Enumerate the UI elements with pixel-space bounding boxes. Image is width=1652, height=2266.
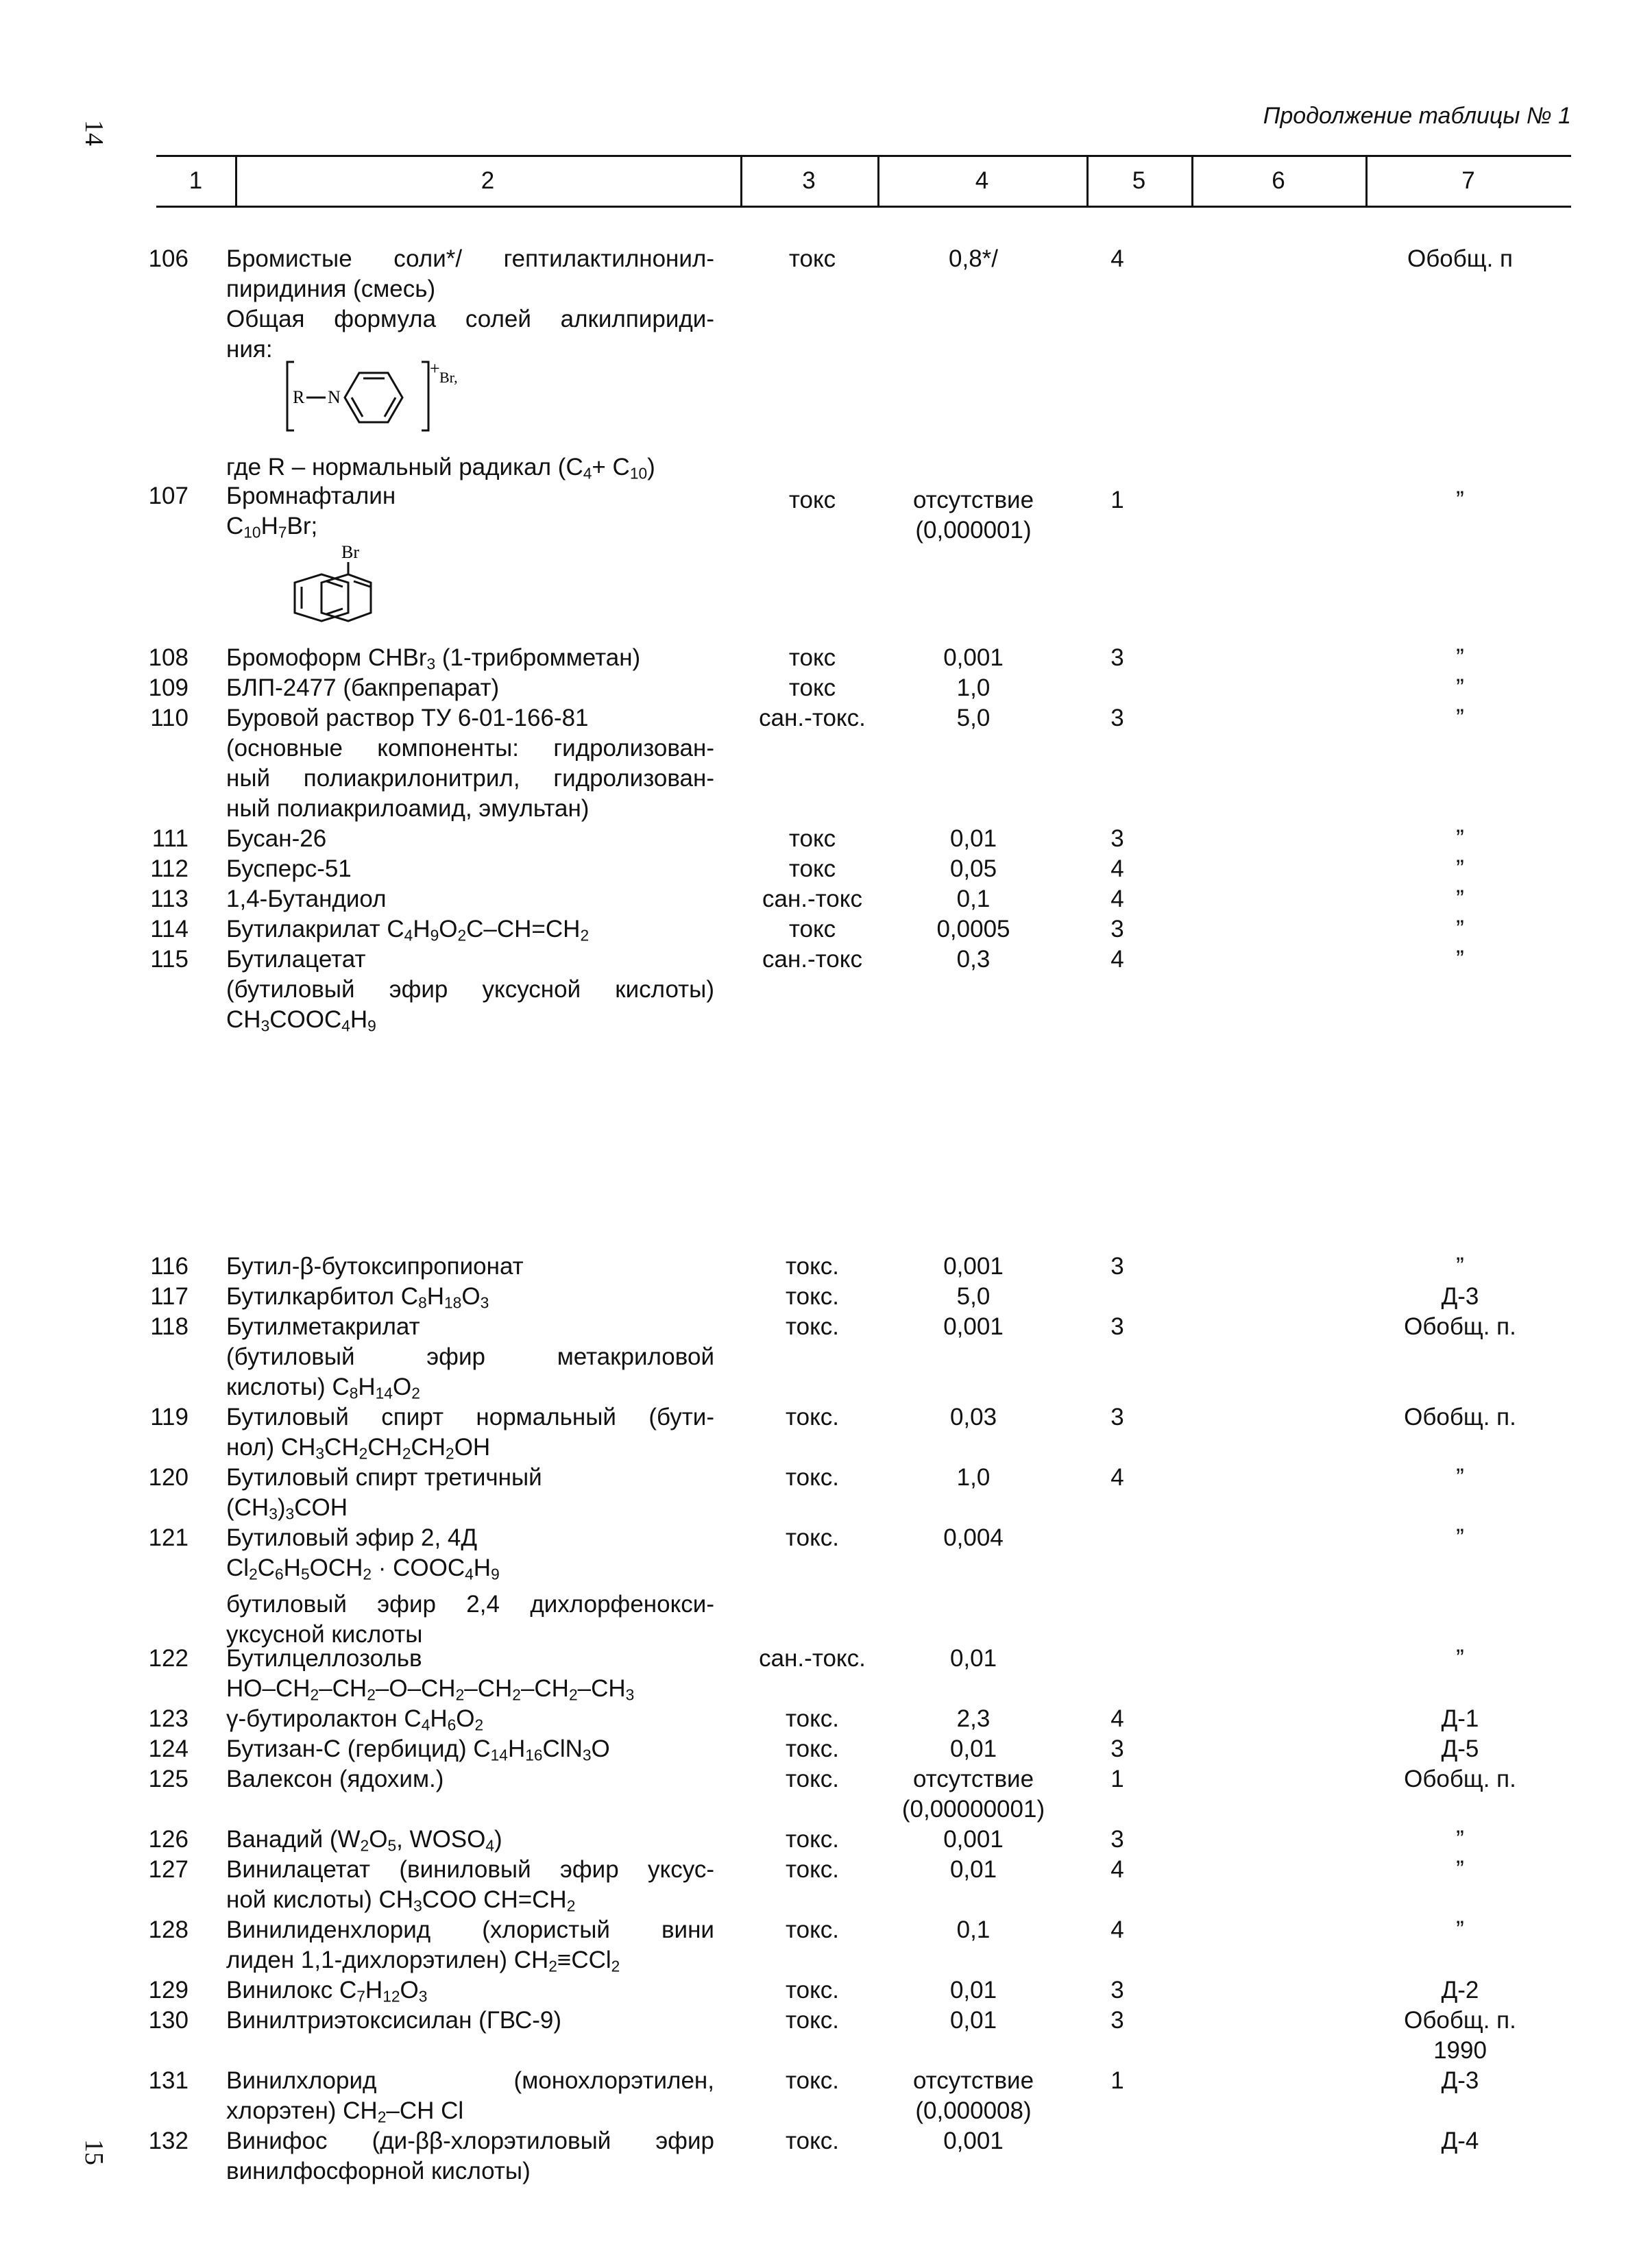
hazard-class: 4	[1110, 1856, 1124, 1883]
row-number: 117	[150, 1283, 189, 1310]
substance-name: Бутизан-С (гербицид) $C_{14}H_{16}ClN_3O$	[226, 1735, 610, 1764]
concentration: 0,3	[956, 946, 991, 973]
source-note: Обобщ. п.	[1404, 1313, 1516, 1340]
substance-name: Винилокс $C_7H_{12}O_3$	[226, 1977, 428, 2006]
concentration: отсутствие (0,000008)	[912, 2067, 1034, 2124]
source-note: ”	[1456, 705, 1464, 731]
concentration: 5,0	[956, 1283, 991, 1310]
source-note: Д-5	[1441, 1735, 1479, 1762]
row-number: 121	[148, 1524, 189, 1551]
concentration: 2,3	[956, 1705, 991, 1732]
row-number: 112	[150, 855, 189, 882]
source-note: ”	[1456, 1856, 1464, 1883]
concentration: 0,0005	[936, 916, 1010, 942]
concentration: 0,01	[949, 1645, 997, 1672]
substance-name	[226, 1402, 714, 1469]
concentration: 0,001	[943, 644, 1004, 671]
source-note: Д-2	[1441, 1977, 1479, 2003]
row-number: 127	[148, 1856, 189, 1883]
hazard-class: 3	[1110, 1977, 1124, 2003]
header-col-4: 4	[975, 167, 989, 194]
name-line: Буровой раствор ТУ 6-01-166-81	[226, 705, 589, 731]
source-note: Д-1	[1441, 1705, 1479, 1732]
concentration: отсутствие (0,00000001)	[901, 1766, 1045, 1823]
name-line: Винилиденхлорид (хлористый вини	[226, 1916, 714, 1943]
concentration: 0,001	[943, 1313, 1004, 1340]
substance-name: Бромоформ CHBr$_3$ (1-трибромметан)	[226, 644, 641, 673]
name-line: (бутиловый эфир уксусной кислоты)	[226, 976, 714, 1003]
hazard-class: 3	[1110, 1826, 1124, 1853]
hazard-indicator: токс.	[785, 1283, 840, 1310]
hazard-indicator: токс	[788, 674, 836, 701]
hazard-indicator: сан.-токс	[762, 886, 862, 912]
header-col-3: 3	[802, 167, 816, 194]
substance-name	[226, 1855, 714, 1921]
hazard-indicator: токс.	[785, 1705, 840, 1732]
row-number: 119	[150, 1404, 189, 1430]
name-line: $Cl_2C_6H_5OCH_2$ · $COOC_4H_9$	[226, 1555, 500, 1583]
hazard-indicator: токс.	[785, 1735, 840, 1762]
substance-name: γ-бутиролактон $C_4H_6O_2$	[226, 1705, 484, 1734]
name-line: (бутиловый эфир метакриловой	[226, 1343, 714, 1370]
name-line: Бутилметакрилат	[226, 1313, 420, 1340]
pyridinium-structure-diagram	[284, 356, 463, 439]
concentration: 0,01	[949, 825, 997, 852]
hazard-class: 3	[1110, 1404, 1124, 1430]
hazard-class: 3	[1110, 825, 1124, 852]
concentration: 0,001	[943, 1253, 1004, 1280]
row-number: 107	[148, 483, 189, 509]
hazard-class: 3	[1110, 1735, 1124, 1762]
anion-label: Br,	[439, 369, 458, 386]
source-note: Д-3	[1441, 2067, 1479, 2094]
hazard-indicator: токс.	[785, 1977, 840, 2003]
name-line: ный полиакрилонитрил, гидролизован-	[226, 765, 714, 792]
row-number: 116	[150, 1253, 189, 1280]
substance-name	[226, 703, 714, 824]
hazard-class: 4	[1110, 886, 1124, 912]
name-line: винилфосфорной кислоты)	[226, 2158, 531, 2184]
header-col-5: 5	[1132, 167, 1146, 194]
name-line: кислоты) $C_8H_{14}O_2$	[226, 1374, 420, 1402]
concentration: 0,05	[949, 855, 997, 882]
substance-name	[226, 1644, 714, 1710]
hazard-class: 1	[1110, 1766, 1124, 1792]
name-line: (основные компоненты: гидролизован-	[226, 735, 714, 762]
hazard-indicator: токс.	[785, 1313, 840, 1340]
name-line: пиридиния (смесь)	[226, 276, 436, 302]
name-line: хлорэтен) $CH_2-CH$ Cl	[226, 2097, 464, 2126]
substance-name: Бусан-26	[226, 825, 327, 852]
name-line: $CH_3COOC_4H_9$	[226, 1006, 376, 1035]
substance-name: Ванадий ($W_2O_5$, $WOSO_4$)	[226, 1826, 502, 1855]
name-line: ния:	[226, 336, 273, 363]
hazard-class: 3	[1110, 705, 1124, 731]
concentration: отсутствие (0,000001)	[912, 487, 1034, 544]
hazard-class: 1	[1110, 2067, 1124, 2094]
hazard-class: 3	[1110, 644, 1124, 671]
source-note: ”	[1456, 1826, 1464, 1853]
pyridine-ring	[345, 373, 402, 422]
name-line: Винилацетат (виниловый эфир уксус-	[226, 1856, 714, 1883]
substance-name: Бутилакрилат $C_4H_9O_2C-CH=CH_2$	[226, 916, 590, 945]
concentration: 1,0	[956, 1464, 991, 1491]
hazard-indicator: сан.-токс	[762, 946, 862, 973]
nitrogen-label: N	[328, 387, 341, 407]
hazard-class: 3	[1110, 916, 1124, 942]
name-line: Бромистые соли*/ гептилактилнонил-	[226, 245, 714, 272]
row-number: 125	[148, 1766, 189, 1792]
source-note: ”	[1456, 916, 1464, 942]
header-bottom-rule	[156, 206, 1571, 208]
hazard-indicator: токс.	[785, 1826, 840, 1853]
concentration: 0,004	[943, 1524, 1004, 1551]
name-line: ной кислоты) $CH_3COO$ $CH=CH_2$	[226, 1886, 576, 1915]
name-line: нол) $CH_3CH_2CH_2CH_2OH$	[226, 1434, 491, 1463]
source-note: Д-4	[1441, 2128, 1479, 2154]
substance-name: Бутил-β-бутоксипропионат	[226, 1253, 524, 1280]
substance-name	[226, 2126, 714, 2186]
page-number-bottom: 15	[80, 2139, 108, 2165]
name-line: уксусной кислоты	[226, 1620, 423, 1648]
row-number: 108	[148, 644, 189, 671]
concentration: 0,1	[956, 886, 991, 912]
concentration: 0,01	[949, 2007, 997, 2034]
source-note: ”	[1456, 886, 1464, 912]
substance-name	[226, 945, 714, 1041]
concentration: 0,001	[943, 2128, 1004, 2154]
hazard-class: 4	[1110, 1705, 1124, 1732]
row-number: 130	[148, 2007, 189, 2034]
hazard-indicator: токс.	[785, 1464, 840, 1491]
hazard-indicator: токс.	[785, 1916, 840, 1943]
source-note: Обобщ. п.	[1404, 1404, 1516, 1430]
substance-name	[226, 2066, 714, 2132]
hazard-class: 3	[1110, 1313, 1124, 1340]
hazard-indicator: сан.-токс.	[759, 705, 866, 731]
source-note: ”	[1456, 1524, 1464, 1551]
name-line: Бутиловый эфир 2, 4Д	[226, 1524, 478, 1551]
row-number: 129	[148, 1977, 189, 2003]
row-number: 106	[148, 245, 189, 272]
concentration: 0,1	[956, 1916, 991, 1943]
name-line: лиден 1,1-дихлорэтилен) $CH_2\equiv CCl_2$	[226, 1947, 620, 1975]
name-line: Бутилцеллозольв	[226, 1645, 422, 1672]
hazard-class: 3	[1110, 2007, 1124, 2034]
name-line: Бутилацетат	[226, 946, 366, 973]
substance-name: Винилтриэтоксисилан (ГВС-9)	[226, 2007, 562, 2034]
hazard-indicator: токс	[788, 916, 836, 942]
source-note: ”	[1456, 825, 1464, 852]
hazard-indicator: токс.	[785, 2007, 840, 2034]
hazard-indicator: токс.	[785, 1253, 840, 1280]
row-number: 110	[150, 705, 189, 731]
hazard-indicator: токс	[788, 825, 836, 852]
page-number-top: 14	[80, 120, 108, 146]
source-note: ”	[1456, 946, 1464, 973]
header-col-2: 2	[481, 167, 495, 194]
hazard-indicator: токс	[788, 487, 836, 513]
substance-name	[226, 1915, 714, 1982]
row-number: 126	[148, 1826, 189, 1853]
double-bond	[326, 609, 343, 614]
source-note: ”	[1456, 1916, 1464, 1943]
name-line: Бутиловый спирт третичный	[226, 1464, 542, 1491]
header-col-6: 6	[1272, 167, 1285, 194]
concentration: 1,0	[956, 674, 991, 701]
hazard-class: 4	[1110, 1464, 1124, 1491]
name-line: ный полиакрилоамид, эмультан)	[226, 795, 590, 822]
substance-name	[226, 1523, 714, 1650]
concentration: 0,03	[949, 1404, 997, 1430]
source-note: Обобщ. п	[1407, 245, 1513, 272]
substance-name: Валексон (ядохим.)	[226, 1766, 444, 1792]
radical-r-label: R	[293, 387, 305, 407]
name-line: $(CH_3)_3COH$	[226, 1494, 348, 1523]
substance-name: 1,4-Бутандиол	[226, 886, 387, 912]
row-number: 115	[150, 946, 189, 973]
row-number: 128	[148, 1916, 189, 1943]
name-line: Винифос (ди-ββ-хлорэтиловый эфир	[226, 2128, 714, 2154]
source-note: ”	[1456, 1253, 1464, 1280]
hazard-class: 4	[1110, 1916, 1124, 1943]
name-line: Бутиловый спирт нормальный (бути-	[226, 1404, 714, 1430]
row-number: 124	[148, 1735, 189, 1762]
source-note: ”	[1456, 674, 1464, 701]
hazard-indicator: токс.	[785, 2128, 840, 2154]
hazard-indicator: токс.	[785, 1404, 840, 1430]
hazard-indicator: токс.	[785, 2067, 840, 2094]
source-note: ”	[1456, 1464, 1464, 1491]
source-note: Обобщ. п.	[1404, 1766, 1516, 1792]
hazard-indicator: токс.	[785, 1856, 840, 1883]
concentration: 5,0	[956, 705, 991, 731]
row-number: 122	[148, 1645, 189, 1672]
source-note: ”	[1456, 855, 1464, 882]
radical-note: где R – нормальный радикал $(C_4+ C_{10})$	[226, 454, 655, 483]
name-line: Винилхлорид (монохлорэтилен,	[226, 2067, 714, 2094]
hazard-class: 4	[1110, 245, 1124, 272]
source-note: Д-3	[1441, 1283, 1479, 1310]
substance-name	[226, 244, 714, 365]
hazard-indicator: токс.	[785, 1524, 840, 1551]
bromonaphthalene-structure-diagram	[260, 541, 398, 644]
row-number: 132	[148, 2128, 189, 2154]
row-number: 114	[150, 916, 189, 942]
hazard-indicator: сан.-токс.	[759, 1645, 866, 1672]
hazard-class: 4	[1110, 946, 1124, 973]
substance-name	[226, 1312, 714, 1409]
name-line: бутиловый эфир 2,4 дихлорфенокси-	[226, 1590, 714, 1618]
substance-name: БЛП-2477 (бакпрепарат)	[226, 674, 500, 701]
hazard-indicator: токс	[788, 855, 836, 882]
hazard-indicator: токс	[788, 644, 836, 671]
source-note: ”	[1456, 487, 1464, 513]
row-number: 131	[148, 2067, 189, 2094]
hazard-class: 4	[1110, 855, 1124, 882]
name-line: $HO-CH_2-CH_2-O-CH_2-CH_2-CH_2-CH_3$	[226, 1675, 635, 1704]
substance-name	[226, 481, 714, 548]
concentration: 0,01	[949, 1735, 997, 1762]
name-line: Бромнафталин	[226, 483, 396, 509]
charge-label: +	[430, 358, 440, 378]
substance-name	[226, 1463, 714, 1529]
bracket-right	[422, 362, 428, 430]
source-note: ”	[1456, 1645, 1464, 1672]
name-line: $C_{10}H_7Br$;	[226, 513, 318, 541]
row-number: 123	[148, 1705, 189, 1732]
row-number: 113	[150, 886, 189, 912]
row-number: 109	[148, 674, 189, 701]
concentration: 0,8*/	[949, 245, 998, 272]
source-note: ”	[1456, 644, 1464, 671]
hazard-class: 1	[1110, 487, 1124, 513]
bromine-label: Br	[341, 542, 359, 562]
double-bond	[326, 581, 343, 587]
row-number: 118	[150, 1313, 189, 1340]
row-number: 111	[151, 825, 189, 852]
substance-name: Бутилкарбитол $C_8H_{18}O_3$	[226, 1283, 489, 1312]
substance-name: Бусперс-51	[226, 855, 352, 882]
hazard-indicator: токс	[788, 245, 836, 272]
hazard-class: 3	[1110, 1253, 1124, 1280]
hazard-indicator: токс.	[785, 1766, 840, 1792]
table-continuation-caption: Продолжение таблицы № 1	[1263, 103, 1571, 129]
source-note: Обобщ. п. 1990	[1404, 2007, 1516, 2064]
concentration: 0,01	[949, 1856, 997, 1883]
concentration: 0,01	[949, 1977, 997, 2003]
concentration: 0,001	[943, 1826, 1004, 1853]
header-col-1: 1	[189, 167, 203, 194]
row-number: 120	[148, 1464, 189, 1491]
name-line: Общая формула солей алкилпириди-	[226, 306, 714, 332]
header-col-7: 7	[1461, 167, 1475, 194]
